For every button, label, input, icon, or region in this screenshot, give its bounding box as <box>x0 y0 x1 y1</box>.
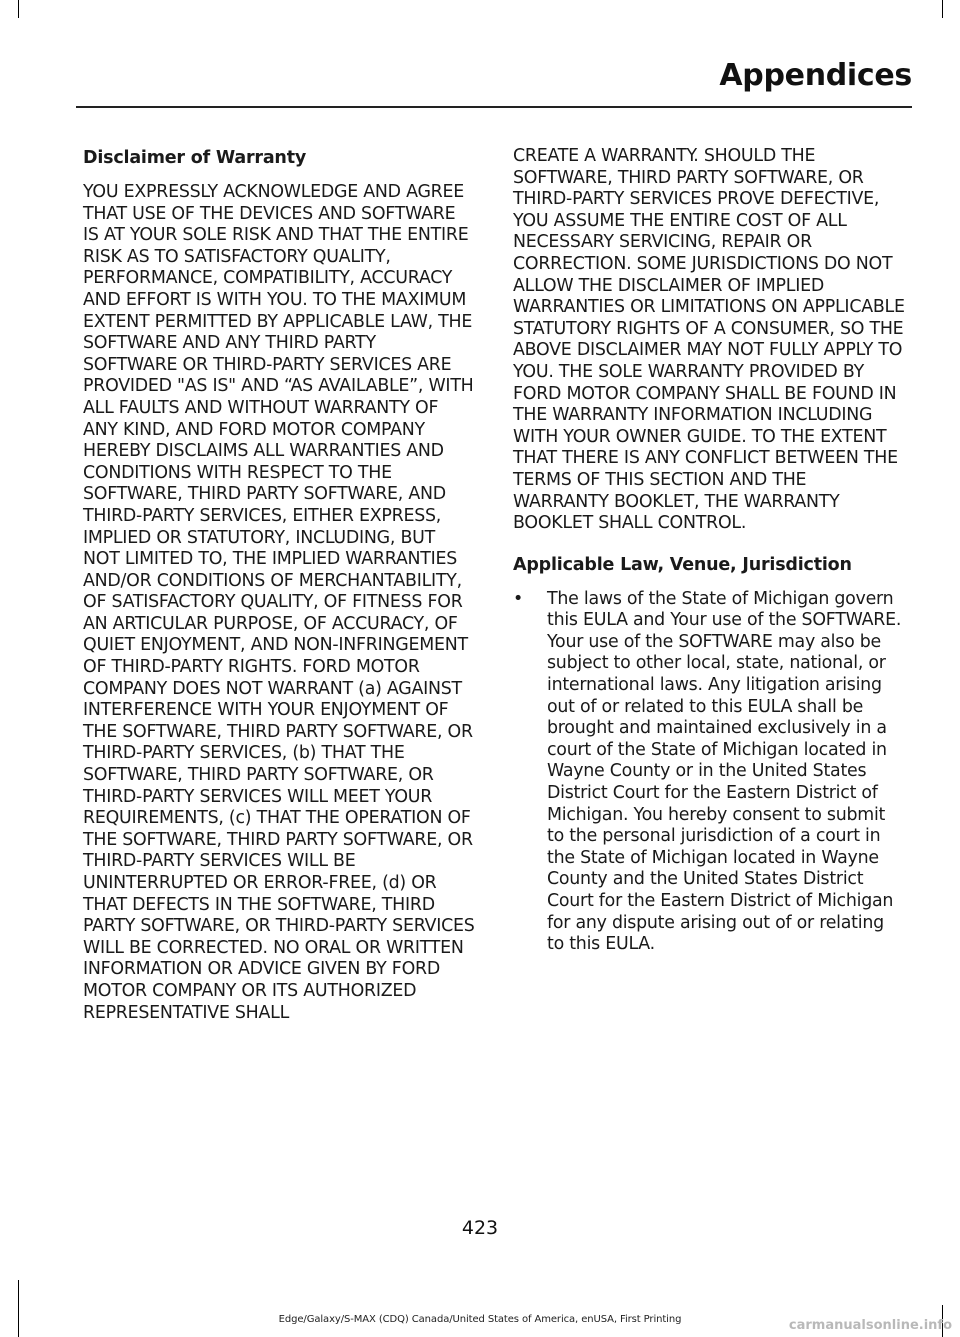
right-column <box>513 146 905 956</box>
crop-mark-bottom-left <box>18 1280 19 1337</box>
disclaimer-heading: Disclaimer of Warranty <box>83 148 307 168</box>
crop-mark-top-left <box>18 0 19 18</box>
list-item-text: The laws of the State of Michigan govern this EULA and Your use of the SOFTWARE. Your use of the SOFTWARE may also be subject to other local, state, national, or international laws. Any litigation arising out of or related to this EULA shall be brought and maintained exclusively in a court of the State of Michigan located in Wayne County or in the United States District Court for the Eastern District of Michigan. You hereby consent to submit to the personal jurisdiction of a court in the State of Michigan located in Wayne County and the United States District Court for the Eastern District of Michigan for any dispute arising out of or relating to this EULA. <box>547 588 902 955</box>
left-column <box>83 146 475 1042</box>
bullet-icon: • <box>513 588 524 609</box>
header-divider <box>76 106 912 108</box>
watermark: carmanualsonline.info <box>788 1318 952 1333</box>
disclaimer-paragraph: YOU EXPRESSLY ACKNOWLEDGE AND AGREE THAT USE OF THE DEVICES AND SOFTWARE IS AT YOUR SOLE RISK AND THAT THE ENTIRE RISK AS TO SATISFACTORY QUALITY, PERFORMANCE, COMPATIBILITY, ACCURACY AND EFFORT IS WITH YOU. TO THE MAXIMUM EXTENT PERMITTED BY APPLICABLE LAW, THE SOFTWARE AND ANY THIRD PARTY SOFTWARE OR THIRD-PARTY SERVICES ARE PROVIDED "AS IS" AND “AS AVAILABLE”, WITH ALL FAULTS AND WITHOUT WARRANTY OF ANY KIND, AND FORD MOTOR COMPANY HEREBY DISCLAIMS ALL WARRANTIES AND CONDITIONS WITH RESPECT TO THE SOFTWARE, THIRD PARTY SOFTWARE, AND THIRD-PARTY SERVICES, EITHER EXPRESS, IMPLIED OR STATUTORY, INCLUDING, BUT NOT LIMITED TO, THE IMPLIED WARRANTIES AND/OR CONDITIONS OF MERCHANTABILITY, OF SATISFACTORY QUALITY, OF FITNESS FOR AN ARTICULAR PURPOSE, OF ACCURACY, OF QUIET ENJOYMENT, AND NON-INFRINGEMENT OF THIRD-PARTY RIGHTS. FORD MOTOR COMPANY DOES NOT WARRANT (a) AGAINST INTERFERENCE WITH YOUR ENJOYMENT OF THE SOFTWARE, THIRD PARTY SOFTWARE, OR THIRD-PARTY SERVICES, (b) THAT THE SOFTWARE, THIRD PARTY SOFTWARE, OR THIRD-PARTY SERVICES WILL MEET YOUR REQUIREMENTS, (c) THAT THE OPERATION OF THE SOFTWARE, THIRD PARTY SOFTWARE, OR THIRD-PARTY SERVICES WILL BE UNINTERRUPTED OR ERROR-FREE, (d) OR THAT DEFECTS IN THE SOFTWARE, THIRD PARTY SOFTWARE, OR THIRD-PARTY SERVICES WILL BE CORRECTED. NO ORAL OR WRITTEN INFORMATION OR ADVICE GIVEN BY FORD MOTOR COMPANY OR ITS AUTHORIZED REPRESENTATIVE SHALL <box>83 182 475 1023</box>
crop-mark-top-right <box>942 0 943 18</box>
footer-text: Edge/Galaxy/S-MAX (CDQ) Canada/United States of America, enUSA, First Printing <box>278 1314 682 1325</box>
page-number: 423 <box>461 1217 499 1239</box>
section-title: Appendices <box>719 58 912 93</box>
applicable-law-list <box>513 589 905 956</box>
list-item <box>513 589 905 956</box>
disclaimer-continuation: CREATE A WARRANTY. SHOULD THE SOFTWARE, THIRD PARTY SOFTWARE, OR THIRD-PARTY SERVICES PROVE DEFECTIVE, YOU ASSUME THE ENTIRE COST OF ALL NECESSARY SERVICING, REPAIR OR CORRECTION. SOME JURISDICTIONS DO NOT ALLOW THE DISCLAIMER OF IMPLIED WARRANTIES OR LIMITATIONS ON APPLICABLE STATUTORY RIGHTS OF A CONSUMER, SO THE ABOVE DISCLAIMER MAY NOT FULLY APPLY TO YOU. THE SOLE WARRANTY PROVIDED BY FORD MOTOR COMPANY SHALL BE FOUND IN THE WARRANTY INFORMATION INCLUDING WITH YOUR OWNER GUIDE. TO THE EXTENT THAT THERE IS ANY CONFLICT BETWEEN THE TERMS OF THIS SECTION AND THE WARRANTY BOOKLET, THE WARRANTY BOOKLET SHALL CONTROL. <box>513 146 905 534</box>
applicable-law-heading: Applicable Law, Venue, Jurisdiction <box>513 554 852 575</box>
